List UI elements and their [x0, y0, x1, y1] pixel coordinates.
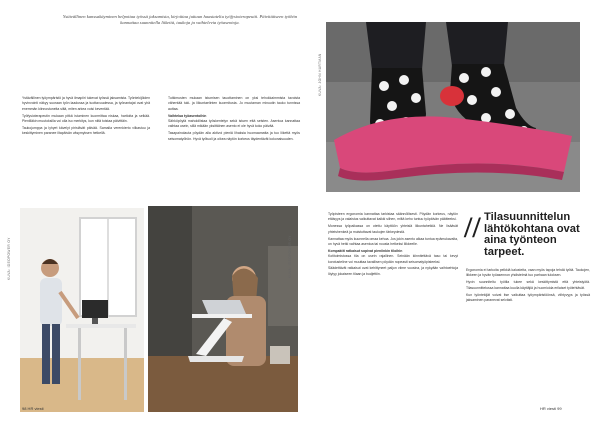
body-column-bottom-right	[466, 268, 590, 305]
photo-credit-feet: KUVA: JOHN HARTMAN	[318, 53, 322, 96]
pull-quote: Tilasuunnittelun lähtökohtana ovat aina työnteon tarpeet.	[484, 211, 580, 258]
paragraph: Tutkimusten mukaan istumisen tauottaminen on yksi tehokkaimmista tavoista vähentää tuki- ja liikuntaelinten kuormitusta. Jo muutaman minuutin tauko tunnissa auttaa.	[168, 96, 300, 111]
body-column-top-left	[22, 96, 150, 138]
paragraph: Taukojumppa ja lyhyet kävelyt piristävät päivää. Samalla verenkierto vilkastuu ja keskittyminen paranee iltapäivän väsymyksen hetkellä.	[22, 125, 150, 136]
paragraph: Työpisteen ergonomia kannattaa tarkistaa säännöllisesti. Pöydän korkeus, näytön etäisyys ja valaistus vaikuttavat kaikki siihen, miltä keho tuntuu työpäivän päätteeksi.	[328, 212, 458, 222]
body-column-top-right	[168, 96, 300, 144]
paragraph: Työfysioterapeutin mukaan pitkä istuminen kuormittaa niskaa, hartioita ja selkää. Pienilläkin muutoksilla voi olla iso merkitys, kun niitä toistaa päivittäin.	[22, 113, 150, 123]
lede-paragraph: Ystävällinen kanssakäyminen helpottaa työssä jaksamista, kirjoittaa juttuun haastateltu työfysioterapeutti. Päivittäiseen työhön kannattaa suunnitella liikettä, taukoja ja vaihtelevia työasentoja.	[62, 14, 298, 26]
folio-right: HR viesti 99	[540, 406, 562, 411]
paragraph: Monessa työpaikassa on otettu käyttöön yhteisiä liikuntahetkiä. Ne lisäävät yhteishenkeä ja muistuttavat taukojen tärkeydestä.	[328, 224, 458, 234]
subheading: Kompaktit ratkaisut sopivat pieniinkin tiloihin	[328, 248, 403, 253]
subheading: Vaihtelua työasentoihin	[168, 113, 207, 118]
photo-balance-board-feet	[326, 22, 580, 192]
photo-standing-desk	[20, 208, 144, 412]
pull-quote-mark-icon: //	[464, 211, 481, 244]
paragraph: Ystävällinen työympäristö ja hyvä ilmapiiri tukevat työssä jaksamista. Työntekijöiden hyvinvointi näkyy suoraan työn laadussa ja tuottavuudessa, ja työnantajat ovat yhä enemmän kiinnostuneita siitä, miten arkea voisi keventää.	[22, 96, 150, 111]
photo-credit-standing-desk: KUVA: IDEOPOWER OY	[7, 237, 11, 280]
paragraph: Kotitoimistossa tila on usein rajallinen. Seinään kiinnitettävä taso tai kevyt korotusteline voi muuttaa tavallisen pöydän nopeasti seisomatyöpisteeksi.	[328, 254, 458, 264]
paragraph: Kun työntekijät voivat itse vaikuttaa työympäristöönsä, viihtyvyys ja työssä jaksaminen paranevat selvästi.	[466, 292, 590, 302]
paragraph: Ergonomia ei tarkoita pelkkiä kalusteita, vaan myös tapoja tehdä työtä. Taukojen, liikkeen ja hyvän työasennon yhdistelmä tuo parhaan tuloksen.	[466, 268, 590, 278]
folio-left: 98 HR viesti	[22, 406, 44, 411]
paragraph: Hyvin suunniteltu työtila tukee sekä keskittymistä että yhteistyötä. Tilasuunnittelussa kannattaa kuulla käyttäjiä ja huomioida erilaiset työtehtävät.	[466, 280, 590, 290]
body-column-bottom-middle	[328, 212, 458, 279]
paragraph: Säädettävät ratkaisut ovat kehittyneet paljon viime vuosina, ja nykyään vaihtoehtoja löytyy jokaiseen tilaan ja budjettiin.	[328, 266, 458, 276]
photo-laptop-desk	[148, 206, 298, 412]
paragraph: Tasapainolauta pöydän alla aktivoi pieniä lihaksia huomaamatta ja tuo liikettä myös seisomatyöhön. Hyvä työtuoli ja oikea näytön korkeus täydentävät kokonaisuuden.	[168, 131, 300, 141]
paragraph: Sähköpöytä mahdollistaa työskentelyn sekä istuen että seisten. Asentoa kannattaa vaihtaa usein, sillä mikään yksittäinen asento ei ole hyvä koko päivää.	[168, 118, 300, 129]
photo-credit-laptop-desk: KUVA: IDEOPOWER OY	[288, 235, 292, 278]
paragraph: Kannattaa myös kuunnella omaa kehoa. Jos jokin asento alkaa tuntua epämukavalta, on hyvä hetki vaihtaa asentoa tai nousta hetkeksi liikkeelle.	[328, 236, 458, 246]
